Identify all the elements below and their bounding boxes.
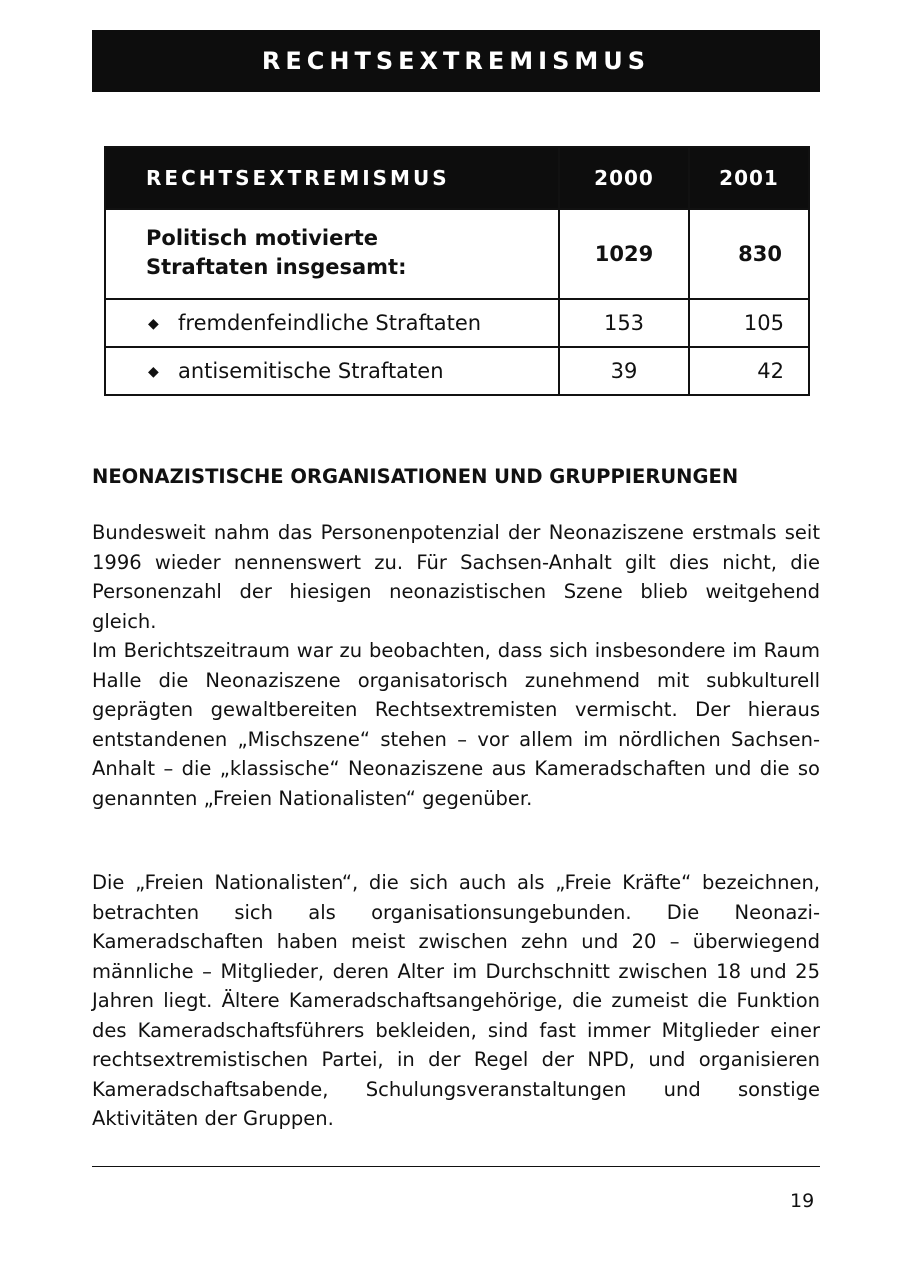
total-label-cell <box>105 209 559 299</box>
table-header-label: RECHTSEXTREMISMUS <box>105 147 559 209</box>
diamond-bullet-icon: ◆ <box>148 364 159 380</box>
row-label-cell <box>105 347 559 395</box>
paragraph-2: Im Berichtszeitraum war zu beobachten, dass sich insbesondere im Raum Halle die Neonaziszene organisatorisch zunehmend mit subkulturell geprägten gewaltbereiten Rechtsextremisten vermischt. Der hieraus entstandenen „Mischszene“ stehen – vor allem im nördlichen Sachsen-Anhalt – die „klassische“ Neonaziszene aus Kameradschaften und die so genannten „Freien Nationalisten“ gegenüber. <box>92 639 820 810</box>
row-label: fremdenfeindliche Straftaten <box>178 311 482 335</box>
table-header-year-2000: 2000 <box>559 147 689 209</box>
table-row-total <box>105 209 809 299</box>
total-value-2000: 1029 <box>559 209 689 299</box>
total-label-line2: Straftaten insgesamt: <box>146 255 407 279</box>
paragraph-3: Die „Freien Nationalisten“, die sich auch als „Freie Kräfte“ bezeichnen, betrachten sich als organisationsungebunden. Die Neonazi-Kameradschaften haben meist zwischen zehn und 20 – überwiegend männliche – Mitglieder, deren Alter im Durchschnitt zwischen 18 und 25 Jahren liegt. Ältere Kameradschaftsangehörige, die zumeist die Funktion des Kameradschaftsführers bekleiden, sind fast immer Mitglieder einer rechtsextremistischen Partei, in der Regel der NPD, und organisieren Kameradschaftsabende, Schulungsveranstaltungen und sonstige Aktivitäten der Gruppen. <box>92 871 820 1130</box>
table-row <box>105 299 809 347</box>
row-value-2000: 39 <box>559 347 689 395</box>
table-header-row <box>105 147 809 209</box>
row-value-2000: 153 <box>559 299 689 347</box>
row-value-2001: 42 <box>689 347 809 395</box>
section-heading: NEONAZISTISCHE ORGANISATIONEN UND GRUPPIERUNGEN <box>92 465 739 488</box>
page-header-title: RECHTSEXTREMISMUS <box>261 47 651 75</box>
paragraph-1: Bundesweit nahm das Personenpotenzial der Neonaziszene erstmals seit 1996 wieder nennenswert zu. Für Sachsen-Anhalt gilt dies nicht, die Personenzahl der hiesigen neonazistischen Szene blieb weitgehend gleich. <box>92 521 820 633</box>
page-number: 19 <box>790 1190 815 1212</box>
table-row <box>105 347 809 395</box>
statistics-table <box>104 146 810 396</box>
row-label: antisemitische Straftaten <box>178 359 444 383</box>
page-header-banner <box>92 30 820 92</box>
total-value-2001: 830 <box>689 209 809 299</box>
table-header-year-2001: 2001 <box>689 147 809 209</box>
diamond-bullet-icon: ◆ <box>148 316 159 332</box>
row-label-cell <box>105 299 559 347</box>
row-value-2001: 105 <box>689 299 809 347</box>
footer-divider <box>92 1166 820 1167</box>
total-label-line1: Politisch motivierte <box>146 226 378 250</box>
